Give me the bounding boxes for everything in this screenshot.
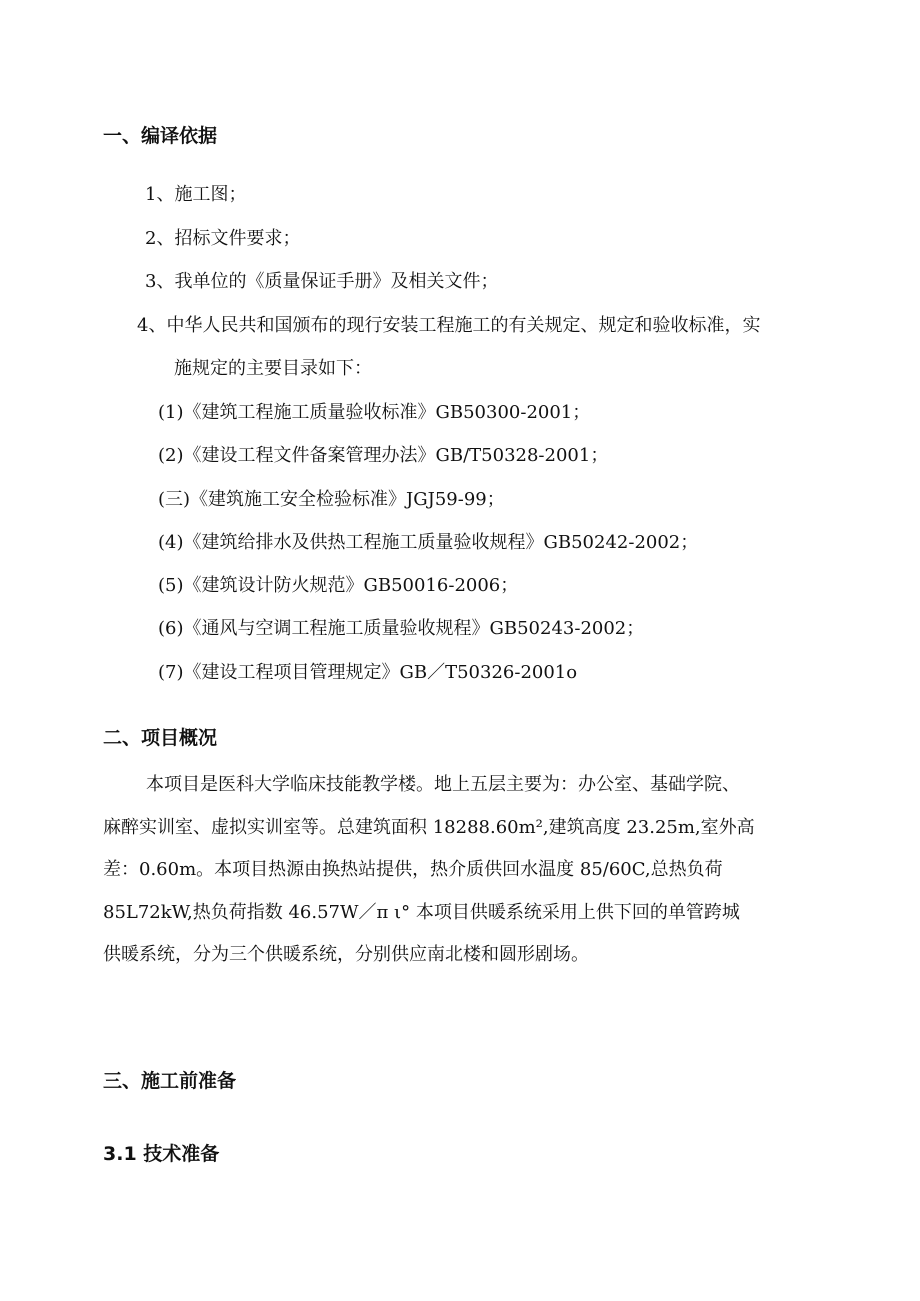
standard-item-6: (6)《通风与空调工程施工质量验收规程》GB50243-2002；: [158, 618, 645, 639]
standard-item-7: (7)《建设工程项目管理规定》GB／T50326-2001o: [158, 662, 578, 683]
section-3-heading: 三、施工前准备: [103, 1070, 237, 1092]
basis-item-2: 2、招标文件要求；: [145, 228, 301, 249]
standard-item-5: (5)《建筑设计防火规范》GB50016-2006；: [158, 575, 519, 596]
basis-item-1: 1、施工图；: [145, 184, 247, 205]
standard-item-2: (2)《建设工程文件备案管理办法》GB/T50328-2001；: [158, 445, 609, 466]
overview-line-1: 本项目是医科大学临床技能教学楼。地上五层主要为：办公室、基础学院、: [146, 774, 740, 795]
basis-item-4-continued: 施规定的主要目录如下：: [174, 358, 372, 379]
section-1-heading: 一、编译依据: [103, 125, 218, 147]
subsection-3-1-heading: 3.1 技术准备: [103, 1143, 220, 1165]
project-overview-paragraph: [103, 764, 755, 977]
standard-item-3: (三)《建筑施工安全检验标准》JGJ59-99；: [158, 489, 505, 510]
section-2-heading: 二、项目概况: [103, 727, 218, 749]
basis-item-3: 3、我单位的《质量保证手册》及相关文件；: [145, 271, 499, 292]
overview-line-5: 供暖系统，分为三个供暖系统，分别供应南北楼和圆形剧场。: [103, 944, 589, 965]
standard-item-1: (1)《建筑工程施工质量验收标准》GB50300-2001；: [158, 402, 591, 423]
overview-line-3: 差：0.60m。本项目热源由换热站提供，热介质供回水温度 85/60C,总热负荷: [103, 859, 723, 880]
overview-line-4: 85L72kW,热负荷指数 46.57W／π ι° 本项目供暖系统采用上供下回的单管跨城: [103, 901, 740, 923]
standard-item-4: (4)《建筑给排水及供热工程施工质量验收规程》GB50242-2002；: [158, 532, 699, 553]
overview-line-2: 麻醉实训室、虚拟实训室等。总建筑面积 18288.60m²,建筑高度 23.25m,室外高: [103, 816, 755, 838]
basis-item-4: 4、中华人民共和国颁布的现行安装工程施工的有关规定、规定和验收标准，实: [137, 315, 761, 336]
